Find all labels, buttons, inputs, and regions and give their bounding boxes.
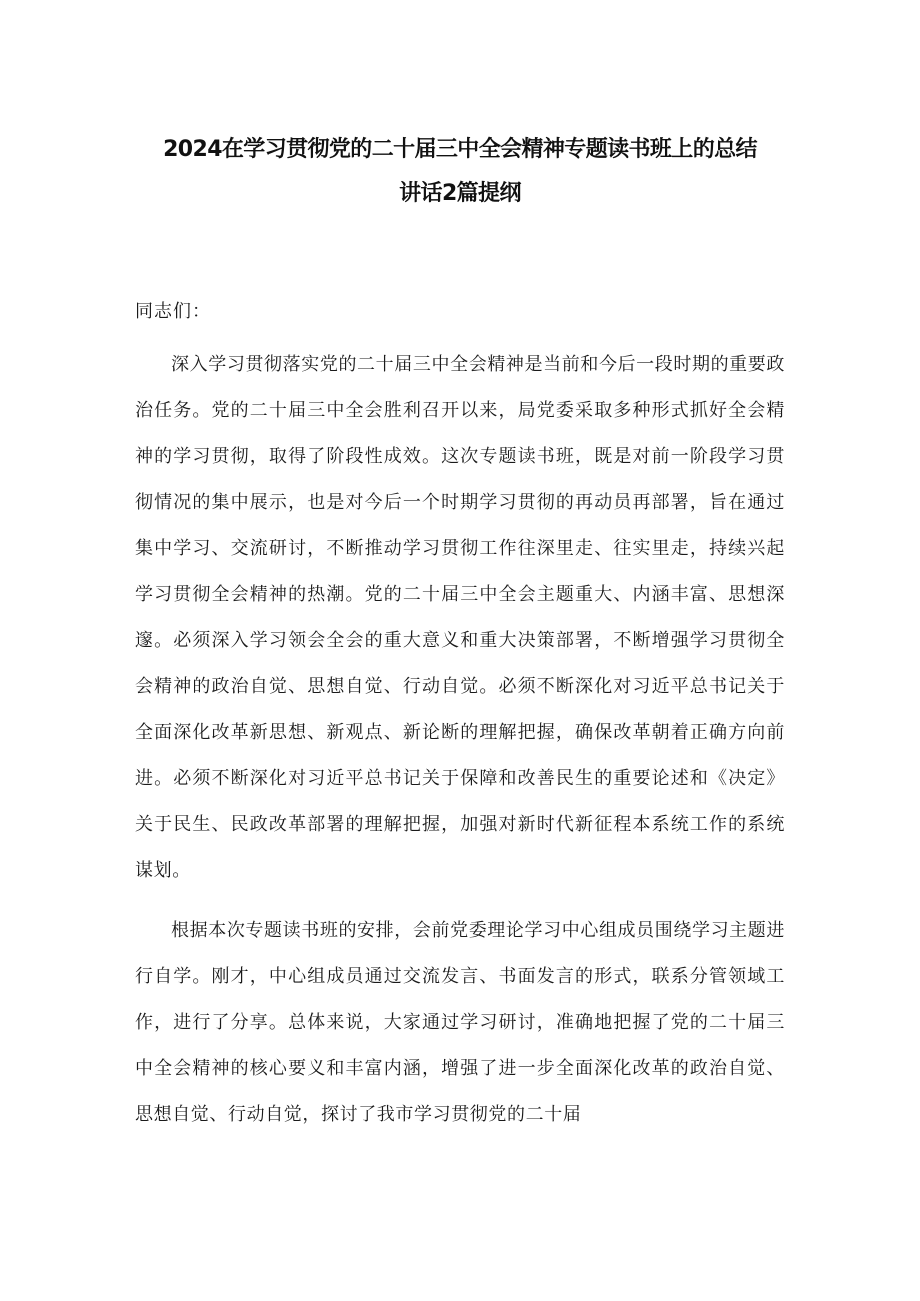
title-line-1: 2024在学习贯彻党的二十届三中全会精神专题读书班上的总结 xyxy=(163,137,757,162)
paragraph: 深入学习贯彻落实党的二十届三中全会精神是当前和今后一段时期的重要政治任务。党的二十届三中全会胜利召开以来，局党委采取多种形式抓好全会精神的学习贯彻，取得了阶段性成效。这次专题读书班，既是对前一阶段学习贯彻情况的集中展示，也是对今后一个时期学习贯彻的再动员再部署，旨在通过集中学习、交流研讨，不断推动学习贯彻工作往深里走、往实里走，持续兴起学习贯彻全会精神的热潮。党的二十届三中全会主题重大、内涵丰富、思想深邃。必须深入学习领会全会的重大意义和重大决策部署，不断增强学习贯彻全会精神的政治自觉、思想自觉、行动自觉。必须不断深化对习近平总书记关于全面深化改革新思想、新观点、新论断的理解把握，确保改革朝着正确方向前进。必须不断深化对习近平总书记关于保障和改善民生的重要论述和《决定》关于民生、民政改革部署的理解把握，加强对新时代新征程本系统工作的系统谋划。 xyxy=(135,354,785,881)
document-title xyxy=(100,128,820,216)
salutation: 同志们： xyxy=(135,301,211,322)
title-line-2: 讲话2篇提纲 xyxy=(399,181,521,206)
document-body xyxy=(135,296,785,1152)
paragraph: 根据本次专题读书班的安排，会前党委理论学习中心组成员围绕学习主题进行自学。刚才，中心组成员通过交流发言、书面发言的形式，联系分管领域工作，进行了分享。总体来说，大家通过学习研讨，准确地把握了党的二十届三中全会精神的核心要义和丰富内涵，增强了进一步全面深化改革的政治自觉、思想自觉、行动自觉，探讨了我市学习贯彻党的二十届 xyxy=(135,920,785,1125)
